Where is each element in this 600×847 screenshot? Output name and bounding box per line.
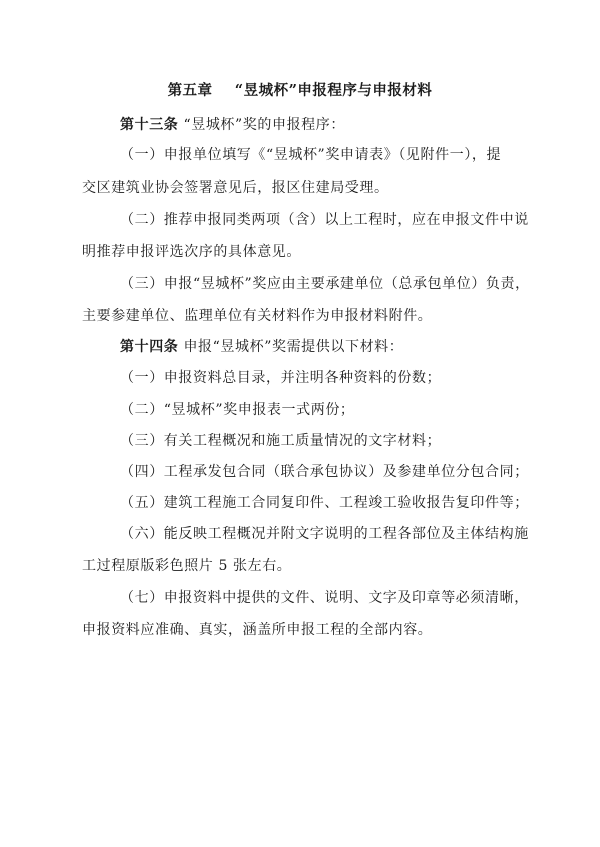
article-13-item-2-line-2: 明推荐申报评选次序的具体意见。 bbox=[82, 244, 301, 260]
article-13-heading: 第十三条 bbox=[120, 117, 179, 133]
article-13-heading-line bbox=[120, 114, 345, 134]
article-14-item-6-line-1: （六）能反映工程概况并附文字说明的工程各部位及主体结构施 bbox=[120, 526, 529, 542]
article-14-item-5: （五）建筑工程施工合同复印件、工程竣工验收报告复印件等； bbox=[120, 495, 529, 511]
chapter-title: 第五章 “昱城杯”申报程序与申报材料 bbox=[167, 82, 433, 99]
article-13-item-3-line-2: 主要参建单位、监理单位有关材料作为申报材料附件。 bbox=[82, 308, 433, 324]
article-14-heading-line bbox=[120, 336, 403, 356]
article-14-item-4: （四）工程承发包合同（联合承包协议）及参建单位分包合同； bbox=[120, 464, 529, 480]
article-14-item-7-line-2: 申报资料应准确、真实，涵盖所申报工程的全部内容。 bbox=[82, 622, 433, 638]
article-14-heading-rest: 申报“昱城杯”奖需提供以下材料： bbox=[178, 339, 404, 355]
article-14-heading: 第十四条 bbox=[120, 339, 179, 355]
article-13-item-3-line-1: （三）申报“昱城杯”奖应由主要承建单位（总承包单位）负责， bbox=[120, 276, 530, 292]
article-14-item-2: （二）“昱城杯”奖申报表一式两份； bbox=[120, 402, 355, 418]
article-14-item-6-line-2: 工过程原版彩色照片 5 张左右。 bbox=[82, 558, 292, 574]
article-13-item-1-line-2: 交区建筑业协会签署意见后，报区住建局受理。 bbox=[82, 180, 389, 196]
article-14-item-3: （三）有关工程概况和施工质量情况的文字材料； bbox=[120, 433, 442, 449]
article-13-item-1-line-1: （一）申报单位填写《“昱城杯”奖申请表》（见附件一），提 bbox=[120, 147, 502, 163]
article-13-heading-rest: “昱城杯”奖的申报程序： bbox=[178, 117, 345, 133]
article-13-item-2-line-1: （二）推荐申报同类两项（含）以上工程时，应在申报文件中说 bbox=[120, 212, 529, 228]
article-14-item-1: （一）申报资料总目录，并注明各种资料的份数； bbox=[120, 370, 442, 386]
article-14-item-7-line-1: （七）申报资料中提供的文件、说明、文字及印章等必须清晰， bbox=[120, 590, 529, 606]
